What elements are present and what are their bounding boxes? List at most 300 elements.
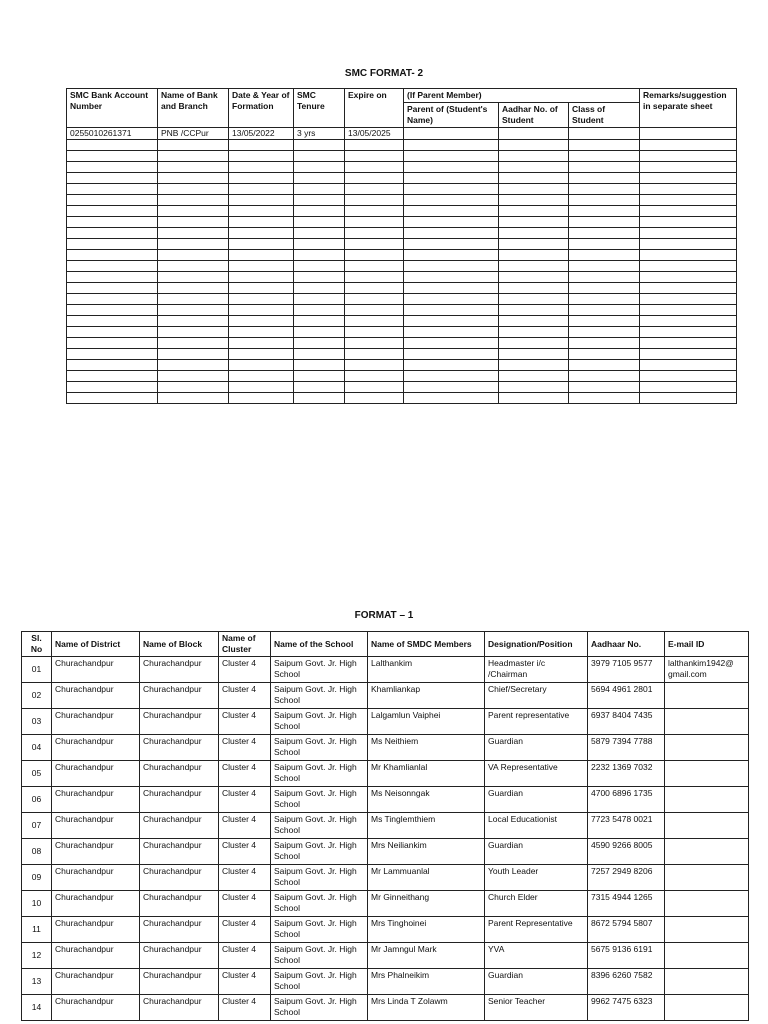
member-cell: Churachandpur: [52, 891, 140, 917]
smc-table-cell: [67, 195, 158, 206]
member-cell: Churachandpur: [52, 761, 140, 787]
member-cell: [665, 891, 749, 917]
smc-table-cell: [345, 382, 404, 393]
smc-table-cell: [294, 151, 345, 162]
member-cell: Guardian: [485, 969, 588, 995]
member-cell: Cluster 4: [219, 787, 271, 813]
smc-table-cell: 3 yrs: [294, 128, 345, 140]
member-cell: Saipum Govt. Jr. High School: [271, 995, 368, 1021]
smc-table-cell: [499, 184, 569, 195]
smc-table-row: [67, 195, 737, 206]
member-cell: Saipum Govt. Jr. High School: [271, 969, 368, 995]
member-cell: Churachandpur: [52, 735, 140, 761]
member-cell: Saipum Govt. Jr. High School: [271, 839, 368, 865]
smc-table-row: [67, 261, 737, 272]
smc-table-cell: [640, 151, 737, 162]
smc-table-cell: [67, 217, 158, 228]
smc-table-cell: [640, 162, 737, 173]
smc-table-cell: [345, 195, 404, 206]
smc-table-cell: [404, 283, 499, 294]
smc-table-cell: [569, 327, 640, 338]
smc-table-cell: [640, 283, 737, 294]
smc-table-cell: [158, 371, 229, 382]
smc-table-cell: [569, 261, 640, 272]
member-cell: [665, 709, 749, 735]
smc-table-cell: [404, 338, 499, 349]
smc-table-cell: [158, 316, 229, 327]
smc-table-cell: [294, 239, 345, 250]
member-cell: Mrs Linda T Zolawm: [368, 995, 485, 1021]
header-parent-of: Parent of (Student's Name): [404, 103, 499, 128]
smc-table-cell: [229, 250, 294, 261]
smc-table-cell: [67, 305, 158, 316]
smc-table-row: [67, 272, 737, 283]
member-cell: 3979 7105 9577: [588, 657, 665, 683]
header-parent-member-group: (If Parent Member): [404, 89, 640, 103]
smc-table-cell: [345, 250, 404, 261]
member-cell: Cluster 4: [219, 761, 271, 787]
smc-table-cell: [499, 250, 569, 261]
member-cell: 7315 4944 1265: [588, 891, 665, 917]
smc-table-cell: [294, 338, 345, 349]
member-cell: 04: [22, 735, 52, 761]
member-row: [22, 943, 749, 969]
smc-table-cell: 13/05/2025: [345, 128, 404, 140]
member-row: [22, 735, 749, 761]
smc-table-cell: [404, 349, 499, 360]
member-cell: Churachandpur: [140, 917, 219, 943]
smc-table-cell: [229, 393, 294, 404]
smc-table-cell: [499, 382, 569, 393]
member-cell: [665, 787, 749, 813]
member-cell: Saipum Govt. Jr. High School: [271, 735, 368, 761]
member-cell: Saipum Govt. Jr. High School: [271, 683, 368, 709]
smc-table-row: [67, 283, 737, 294]
member-cell: Churachandpur: [140, 943, 219, 969]
smc-table-cell: [569, 173, 640, 184]
smc-table-row: [67, 151, 737, 162]
smc-table-cell: [404, 250, 499, 261]
member-cell: Churachandpur: [52, 683, 140, 709]
smc-table-cell: [345, 217, 404, 228]
member-cell: Parent representative: [485, 709, 588, 735]
member-cell: 05: [22, 761, 52, 787]
smc-table-cell: [404, 228, 499, 239]
smc-table-cell: [499, 173, 569, 184]
member-cell: 01: [22, 657, 52, 683]
member-cell: Cluster 4: [219, 839, 271, 865]
member-cell: lalthankim1942@ gmail.com: [665, 657, 749, 683]
smc-table-cell: [404, 217, 499, 228]
smc-table-cell: [345, 173, 404, 184]
smc-table-cell: [404, 173, 499, 184]
smc-table-row: [67, 228, 737, 239]
member-cell: Cluster 4: [219, 709, 271, 735]
smc-table-cell: [158, 206, 229, 217]
member-row: [22, 891, 749, 917]
smc-table-cell: [294, 250, 345, 261]
smc-table-cell: [345, 228, 404, 239]
header-smc-tenure: SMC Tenure: [294, 89, 345, 128]
smc-table-cell: [404, 128, 499, 140]
smc-table-cell: [499, 162, 569, 173]
smc-table-cell: [229, 162, 294, 173]
smc-format-2-title: SMC FORMAT- 2: [344, 68, 424, 79]
member-cell: 03: [22, 709, 52, 735]
smc-table-cell: [67, 338, 158, 349]
member-cell: 06: [22, 787, 52, 813]
members-header-cell: E-mail ID: [665, 632, 749, 657]
smc-table-cell: [294, 261, 345, 272]
member-row: [22, 969, 749, 995]
smc-table-cell: [67, 327, 158, 338]
smc-table-cell: [67, 283, 158, 294]
member-cell: Churachandpur: [140, 709, 219, 735]
smc-table-cell: 0255010261371: [67, 128, 158, 140]
member-cell: [665, 683, 749, 709]
member-cell: Churachandpur: [52, 943, 140, 969]
member-cell: 07: [22, 813, 52, 839]
smc-table-cell: [294, 360, 345, 371]
member-cell: Cluster 4: [219, 995, 271, 1021]
smc-table-cell: [345, 272, 404, 283]
smc-table-cell: [404, 206, 499, 217]
smc-table-cell: [294, 316, 345, 327]
smc-table-row: [67, 305, 737, 316]
member-cell: 9962 7475 6323: [588, 995, 665, 1021]
smc-table-cell: PNB /CCPur: [158, 128, 229, 140]
smc-table-cell: [229, 349, 294, 360]
smc-table-row: [67, 206, 737, 217]
smc-table-cell: [67, 393, 158, 404]
members-header-cell: Sl. No: [22, 632, 52, 657]
member-cell: Saipum Govt. Jr. High School: [271, 813, 368, 839]
smc-table-cell: [294, 228, 345, 239]
smc-table-cell: [294, 349, 345, 360]
smc-table-cell: [499, 316, 569, 327]
member-cell: 4590 9266 8005: [588, 839, 665, 865]
member-cell: Cluster 4: [219, 969, 271, 995]
smc-table-cell: [640, 206, 737, 217]
smc-table-cell: [294, 162, 345, 173]
smc-table-cell: [640, 261, 737, 272]
smc-table-cell: [569, 338, 640, 349]
smc-table-cell: [640, 140, 737, 151]
member-cell: [665, 865, 749, 891]
smc-table-cell: [229, 294, 294, 305]
smc-table-cell: [569, 250, 640, 261]
smc-table-cell: [499, 327, 569, 338]
smc-table-row: [67, 294, 737, 305]
smc-table-cell: [499, 360, 569, 371]
smc-table-cell: [640, 294, 737, 305]
smc-table-cell: [640, 195, 737, 206]
smc-table-cell: [499, 371, 569, 382]
smc-table-cell: [229, 239, 294, 250]
smc-table-cell: [294, 184, 345, 195]
smc-table-cell: [640, 173, 737, 184]
smc-table-cell: [345, 206, 404, 217]
member-cell: 12: [22, 943, 52, 969]
member-cell: Headmaster i/c /Chairman: [485, 657, 588, 683]
smc-table-cell: [640, 305, 737, 316]
smc-table-cell: [229, 327, 294, 338]
smc-table-cell: [499, 151, 569, 162]
member-cell: [665, 839, 749, 865]
member-cell: 8672 5794 5807: [588, 917, 665, 943]
smc-table-cell: [345, 283, 404, 294]
smc-table-cell: [345, 162, 404, 173]
smc-table-cell: [158, 338, 229, 349]
member-cell: Churachandpur: [140, 657, 219, 683]
member-cell: 2232 1369 7032: [588, 761, 665, 787]
smc-table-cell: [569, 239, 640, 250]
smc-table-cell: [158, 393, 229, 404]
smc-table-cell: [294, 371, 345, 382]
member-cell: Churachandpur: [140, 735, 219, 761]
smc-table-cell: [499, 217, 569, 228]
member-row: [22, 657, 749, 683]
smc-table-cell: [499, 195, 569, 206]
member-cell: Senior Teacher: [485, 995, 588, 1021]
member-cell: YVA: [485, 943, 588, 969]
smc-table-cell: [499, 128, 569, 140]
smc-table-cell: [640, 382, 737, 393]
member-cell: Saipum Govt. Jr. High School: [271, 787, 368, 813]
member-cell: Saipum Govt. Jr. High School: [271, 709, 368, 735]
smc-table-cell: [229, 360, 294, 371]
member-cell: Church Elder: [485, 891, 588, 917]
member-cell: Mrs Phalneikim: [368, 969, 485, 995]
smc-table-cell: [345, 294, 404, 305]
smc-table-cell: [345, 140, 404, 151]
header-class-of-student: Class of Student: [569, 103, 640, 128]
smc-table-cell: [229, 217, 294, 228]
smc-table-cell: [345, 184, 404, 195]
smc-table-cell: [569, 162, 640, 173]
smc-table-cell: [158, 140, 229, 151]
smc-table-row: [67, 217, 737, 228]
smc-table-cell: [640, 272, 737, 283]
member-cell: Cluster 4: [219, 943, 271, 969]
smc-table-cell: [404, 151, 499, 162]
smc-table-cell: [229, 283, 294, 294]
smc-table-cell: [229, 305, 294, 316]
smc-table-cell: [294, 140, 345, 151]
member-row: [22, 995, 749, 1021]
member-cell: Churachandpur: [140, 839, 219, 865]
member-cell: Cluster 4: [219, 657, 271, 683]
member-cell: Youth Leader: [485, 865, 588, 891]
smc-table-cell: [229, 371, 294, 382]
member-cell: Ms Neithiem: [368, 735, 485, 761]
smc-table-cell: [158, 151, 229, 162]
smc-table-cell: [158, 382, 229, 393]
smc-table-cell: [294, 305, 345, 316]
smc-table-cell: [404, 239, 499, 250]
smc-table-cell: [67, 140, 158, 151]
smc-table-cell: [67, 184, 158, 195]
smc-table-cell: [67, 360, 158, 371]
member-cell: Lalthankim: [368, 657, 485, 683]
smc-table-cell: [158, 217, 229, 228]
members-header-cell: Name of District: [52, 632, 140, 657]
smc-table-cell: [158, 184, 229, 195]
smc-table-cell: [569, 349, 640, 360]
smc-table-cell: [499, 261, 569, 272]
smc-table-cell: [229, 316, 294, 327]
member-cell: Mr Ginneithang: [368, 891, 485, 917]
member-cell: [665, 969, 749, 995]
smc-table-cell: [229, 261, 294, 272]
member-cell: Mr Lammuanlal: [368, 865, 485, 891]
member-cell: Churachandpur: [140, 995, 219, 1021]
member-cell: Chief/Secretary: [485, 683, 588, 709]
smc-table-cell: [404, 140, 499, 151]
smc-table-cell: [499, 283, 569, 294]
smc-table-row: [67, 327, 737, 338]
smc-table-cell: [499, 338, 569, 349]
member-cell: Local Educationist: [485, 813, 588, 839]
member-cell: Mr Khamlianlal: [368, 761, 485, 787]
smc-table-cell: [640, 184, 737, 195]
smc-table-cell: [67, 250, 158, 261]
smc-table-cell: [158, 360, 229, 371]
smc-table-cell: [345, 371, 404, 382]
smc-table-cell: [569, 128, 640, 140]
smc-table-cell: [158, 272, 229, 283]
member-cell: Churachandpur: [52, 813, 140, 839]
smc-table-cell: [345, 349, 404, 360]
smc-table-cell: [640, 316, 737, 327]
smc-table-cell: [640, 349, 737, 360]
smc-table-row: [67, 140, 737, 151]
member-cell: [665, 735, 749, 761]
member-cell: [665, 943, 749, 969]
member-cell: 4700 6896 1735: [588, 787, 665, 813]
smc-table-cell: [404, 371, 499, 382]
smc-table-cell: [569, 316, 640, 327]
member-row: [22, 813, 749, 839]
member-cell: Churachandpur: [140, 865, 219, 891]
members-header-cell: Name of Cluster: [219, 632, 271, 657]
smc-table-cell: [640, 327, 737, 338]
smc-table-cell: [404, 294, 499, 305]
smc-table-cell: [640, 250, 737, 261]
member-row: [22, 683, 749, 709]
header-remarks: Remarks/suggestion in separate sheet: [640, 89, 737, 128]
smc-table-cell: [229, 173, 294, 184]
member-cell: Churachandpur: [140, 683, 219, 709]
smc-table-cell: [640, 239, 737, 250]
smc-table-cell: [67, 382, 158, 393]
smc-table-cell: [229, 195, 294, 206]
smc-table-cell: [404, 261, 499, 272]
smc-table-cell: [499, 206, 569, 217]
member-cell: VA Representative: [485, 761, 588, 787]
smc-table-cell: [404, 272, 499, 283]
smc-table-cell: [569, 371, 640, 382]
smc-table-cell: [229, 338, 294, 349]
member-cell: 8396 6260 7582: [588, 969, 665, 995]
smc-format-2-table: [66, 88, 737, 404]
smc-table-cell: [67, 239, 158, 250]
smc-table-row: [67, 360, 737, 371]
smc-table-cell: [569, 151, 640, 162]
smc-table-cell: [294, 382, 345, 393]
smc-table-cell: [499, 228, 569, 239]
smc-table-row: [67, 250, 737, 261]
smc-table-cell: [229, 272, 294, 283]
member-row: [22, 839, 749, 865]
smc-table-cell: [404, 316, 499, 327]
member-cell: Cluster 4: [219, 865, 271, 891]
smc-table-cell: [640, 228, 737, 239]
member-cell: Saipum Govt. Jr. High School: [271, 917, 368, 943]
member-cell: Ms Tinglemthiem: [368, 813, 485, 839]
member-cell: Saipum Govt. Jr. High School: [271, 865, 368, 891]
smc-table-cell: [158, 294, 229, 305]
member-cell: 7723 5478 0021: [588, 813, 665, 839]
header-bank-account-number: SMC Bank Account Number: [67, 89, 158, 128]
member-cell: Churachandpur: [52, 995, 140, 1021]
smc-table-row: [67, 371, 737, 382]
smc-table-cell: [158, 305, 229, 316]
smc-table-cell: [294, 327, 345, 338]
smc-table-cell: [67, 261, 158, 272]
smc-table-cell: [569, 228, 640, 239]
smc-table-row: [67, 239, 737, 250]
smc-table-cell: [499, 294, 569, 305]
smc-table-cell: [158, 327, 229, 338]
smc-table-cell: [640, 217, 737, 228]
members-header-cell: Name of SMDC Members: [368, 632, 485, 657]
smc-table-cell: [499, 305, 569, 316]
smc-table-cell: [640, 393, 737, 404]
smc-table-cell: [158, 173, 229, 184]
member-cell: Mrs Neiliankim: [368, 839, 485, 865]
smc-table-cell: [345, 305, 404, 316]
member-cell: Parent Representative: [485, 917, 588, 943]
member-cell: 08: [22, 839, 52, 865]
smc-table-cell: [67, 206, 158, 217]
member-cell: Lalgamlun Vaiphei: [368, 709, 485, 735]
member-row: [22, 709, 749, 735]
member-cell: Cluster 4: [219, 683, 271, 709]
member-cell: Churachandpur: [140, 761, 219, 787]
smc-table-row: [67, 173, 737, 184]
member-cell: Churachandpur: [52, 657, 140, 683]
smc-table-cell: [294, 393, 345, 404]
member-cell: Cluster 4: [219, 813, 271, 839]
smc-table-cell: [404, 162, 499, 173]
smc-table-cell: [67, 371, 158, 382]
member-cell: [665, 813, 749, 839]
member-cell: [665, 917, 749, 943]
smc-table-cell: [294, 283, 345, 294]
member-cell: Saipum Govt. Jr. High School: [271, 943, 368, 969]
member-cell: Guardian: [485, 787, 588, 813]
smc-table-cell: [294, 173, 345, 184]
smc-table-cell: [345, 338, 404, 349]
member-cell: 09: [22, 865, 52, 891]
smc-table-row: [67, 393, 737, 404]
smc-table-cell: [640, 128, 737, 140]
member-cell: 13: [22, 969, 52, 995]
smc-table-cell: [569, 360, 640, 371]
member-cell: Churachandpur: [52, 709, 140, 735]
smc-table-cell: [158, 349, 229, 360]
